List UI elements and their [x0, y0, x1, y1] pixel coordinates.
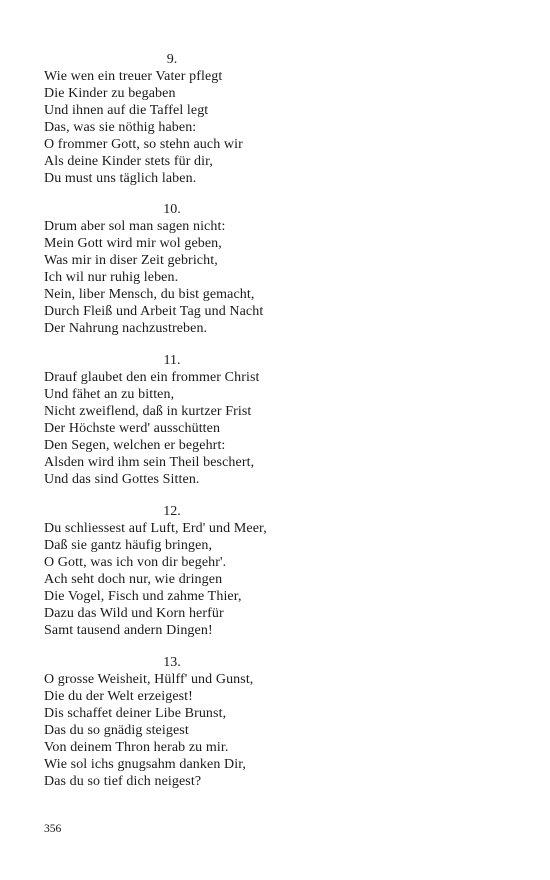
verse-line: Das du so tief dich neigest?: [44, 774, 202, 789]
verse-line: Die Vogel, Fisch und zahme Thier,: [44, 589, 242, 604]
verse-line: Daß sie gantz häufig bringen,: [44, 538, 213, 553]
stanza-number: 13.: [163, 655, 181, 670]
verse-line: Das du so gnädig steigest: [44, 723, 189, 738]
verse-line: O Gott, was ich von dir begehr'.: [44, 555, 227, 570]
stanza-11: [44, 352, 344, 488]
verse-line: Drum aber sol man sagen nicht:: [44, 219, 226, 234]
verse-line: Von deinem Thron herab zu mir.: [44, 740, 229, 755]
verse-line: Und das sind Gottes Sitten.: [44, 472, 200, 487]
verse-line: Und fähet an zu bitten,: [44, 387, 175, 402]
verse-line: O frommer Gott, so stehn auch wir: [44, 137, 243, 152]
verse-line: Mein Gott wird mir wol geben,: [44, 236, 222, 251]
verse-line: Du must uns täglich laben.: [44, 171, 197, 186]
verse-line: Alsden wird ihm sein Theil beschert,: [44, 455, 255, 470]
verse-line: Der Nahrung nachzustreben.: [44, 321, 208, 336]
stanza-number: 12.: [163, 504, 181, 519]
stanza-12: [44, 503, 344, 639]
verse-line: Als deine Kinder stets für dir,: [44, 154, 213, 169]
stanza-10: [44, 201, 344, 337]
verse-line: Du schliessest auf Luft, Erd' und Meer,: [44, 521, 267, 536]
stanza-number: 9.: [166, 52, 178, 67]
stanza-number: 11.: [163, 353, 181, 368]
verse-line: Die du der Welt erzeigest!: [44, 689, 193, 704]
page-number: 356: [44, 823, 62, 835]
verse-line: Nicht zweiflend, daß in kurtzer Frist: [44, 404, 252, 419]
verse-line: Nein, liber Mensch, du bist gemacht,: [44, 287, 255, 302]
verse-line: Und ihnen auf die Taffel legt: [44, 103, 209, 118]
verse-line: Das, was sie nöthig haben:: [44, 120, 197, 135]
verse-line: Dis schaffet deiner Libe Brunst,: [44, 706, 227, 721]
verse-line: Ich wil nur ruhig leben.: [44, 270, 179, 285]
stanza-9: [44, 51, 344, 187]
verse-line: Was mir in diser Zeit gebricht,: [44, 253, 218, 268]
verse-line: Durch Fleiß und Arbeit Tag und Nacht: [44, 304, 264, 319]
verse-line: O grosse Weisheit, Hülff' und Gunst,: [44, 672, 254, 687]
verse-line: Dazu das Wild und Korn herfür: [44, 606, 224, 621]
verse-line: Samt tausend andern Dingen!: [44, 623, 213, 638]
verse-line: Wie sol ichs gnugsahm danken Dir,: [44, 757, 247, 772]
verse-line: Wie wen ein treuer Vater pflegt: [44, 69, 223, 84]
verse-line: Ach seht doch nur, wie dringen: [44, 572, 223, 587]
stanza-13: [44, 654, 344, 790]
stanza-number: 10.: [163, 202, 181, 217]
verse-line: Drauf glaubet den ein frommer Christ: [44, 370, 260, 385]
verse-line: Der Höchste werd' ausschütten: [44, 421, 221, 436]
verse-line: Den Segen, welchen er begehrt:: [44, 438, 226, 453]
verse-line: Die Kinder zu begaben: [44, 86, 176, 101]
